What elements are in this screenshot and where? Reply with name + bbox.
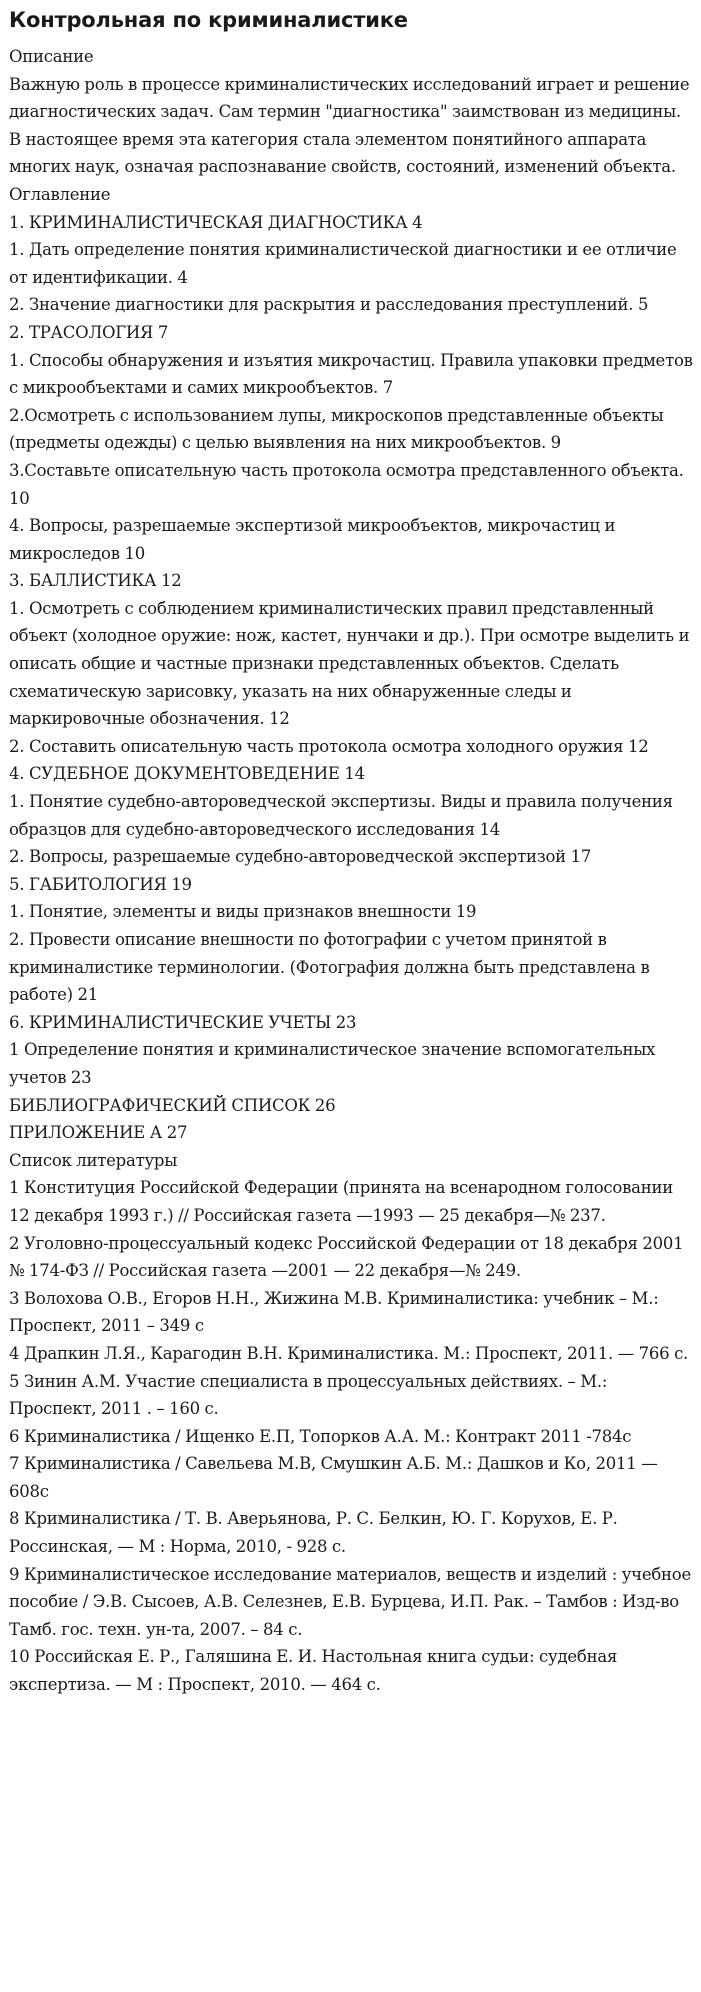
- toc-item: 3.Составьте описательную часть протокола осмотра представленного объекта. 10: [9, 460, 684, 508]
- toc-item: 2. Провести описание внешности по фотографии с учетом принятой в криминалистике терминологии. (Фотография должна быть представлена в работе) 21: [9, 930, 650, 1005]
- literature-item: 8 Криминалистика / Т. В. Аверьянова, Р. С. Белкин, Ю. Г. Корухов, Е. Р. Россинская, — М : Норма, 2010, - 928 с.: [9, 1509, 618, 1557]
- description-heading: Описание: [9, 47, 94, 66]
- toc-item: 1. Понятие, элементы и виды признаков внешности 19: [9, 902, 477, 922]
- toc-heading: Оглавление: [9, 184, 111, 204]
- toc-item: 2. ТРАСОЛОГИЯ 7: [9, 322, 169, 342]
- literature-item: 4 Драпкин Л.Я., Карагодин В.Н. Криминалистика. М.: Проспект, 2011. — 766 с.: [9, 1343, 689, 1363]
- toc-item: 1. КРИМИНАЛИСТИЧЕСКАЯ ДИАГНОСТИКА 4: [9, 212, 423, 232]
- toc-item: 2.Осмотреть с использованием лупы, микроскопов представленные объекты (предметы одежды) с целью выявления на них микрообъектов. 9: [9, 405, 664, 453]
- literature-item: 7 Криминалистика / Савельева М.В, Смушкин А.Б. М.: Дашков и Ко, 2011 — 608с: [9, 1454, 658, 1501]
- toc-item: 2. Вопросы, разрешаемые судебно-автороведческой экспертизой 17: [9, 847, 592, 867]
- description-text: Важную роль в процессе криминалистических исследований играет и решение диагностических задач. Сам термин "диагностика" заимствован из медицины. В настоящее время эта категория стала элементом понятийного аппарата многих наук, означая распознавание свойств, состояний, изменений объекта.: [9, 74, 690, 177]
- toc-item: 1. Осмотреть с соблюдением криминалистических правил представленный объект (холодное оружие: нож, кастет, нунчаки и др.). При осмотре выделить и описать общие и частные признаки представленных объектов. Сделать схематическую зарисовку, указать на них обнаруженные следы и маркировочные обозначения. 12: [9, 598, 690, 729]
- toc-item: 1. Способы обнаружения и изъятия микрочастиц. Правила упаковки предметов с микрообъектами и самих микрообъектов. 7: [9, 350, 693, 398]
- toc-item: 4. СУДЕБНОЕ ДОКУМЕНТОВЕДЕНИЕ 14: [9, 764, 365, 784]
- literature-heading: Список литературы: [9, 1150, 178, 1170]
- toc-item: 1. Понятие судебно-автороведческой экспертизы. Виды и правила получения образцов для судебно-автороведческого исследования 14: [9, 792, 673, 839]
- literature-item: 2 Уголовно-процессуальный кодекс Российской Федерации от 18 декабря 2001 № 174-ФЗ // Российская газета —2001 — 22 декабря—№ 249.: [9, 1233, 684, 1281]
- toc-item: 2. Значение диагностики для раскрытия и расследования преступлений. 5: [9, 295, 649, 315]
- toc-item: 1. Дать определение понятия криминалистической диагностики и ее отличие от идентификации. 4: [9, 240, 677, 287]
- literature-item: 10 Российская Е. Р., Галяшина Е. И. Настольная книга судьи: судебная экспертиза. — М : Проспект, 2010. — 464 с.: [9, 1647, 618, 1695]
- toc-item: БИБЛИОГРАФИЧЕСКИЙ СПИСОК 26: [9, 1095, 336, 1115]
- literature-item: 5 Зинин А.М. Участие специалиста в процессуальных действиях. – М.: Проспект, 2011 . – 160 с.: [9, 1371, 608, 1419]
- toc-item: 4. Вопросы, разрешаемые экспертизой микрообъектов, микрочастиц и микроследов 10: [9, 516, 616, 563]
- toc-item: 5. ГАБИТОЛОГИЯ 19: [9, 874, 192, 894]
- toc-item: ПРИЛОЖЕНИЕ А 27: [9, 1123, 188, 1143]
- literature-item: 1 Конституция Российской Федерации (принята на всенародном голосовании 12 декабря 1993 г.) // Российская газета —1993 — 25 декабря—№ 237.: [9, 1178, 673, 1225]
- literature-list: [9, 1174, 695, 1698]
- literature-item: 3 Волохова О.В., Егоров Н.Н., Жижина М.В. Криминалистика: учебник – М.: Проспект, 2011 – 349 с: [9, 1288, 659, 1336]
- literature-item: 6 Криминалистика / Ищенко Е.П, Топорков А.А. М.: Контракт 2011 -784с: [9, 1426, 632, 1446]
- page-title: Контрольная по криминалистике: [9, 8, 408, 32]
- toc-item: 1 Определение понятия и криминалистическое значение вспомогательных учетов 23: [9, 1040, 656, 1087]
- toc-item: 3. БАЛЛИСТИКА 12: [9, 571, 182, 591]
- table-of-contents: [9, 209, 695, 1147]
- literature-item: 9 Криминалистическое исследование материалов, веществ и изделий : учебное пособие / Э.В. Сысоев, А.В. Селезнев, Е.В. Бурцева, И.П. Рак. – Тамбов : Изд-во Тамб. гос. техн. ун-та, 2007. – 84 с.: [9, 1564, 691, 1639]
- toc-item: 2. Составить описательную часть протокола осмотра холодного оружия 12: [9, 736, 649, 756]
- toc-item: 6. КРИМИНАЛИСТИЧЕСКИЕ УЧЕТЫ 23: [9, 1012, 357, 1032]
